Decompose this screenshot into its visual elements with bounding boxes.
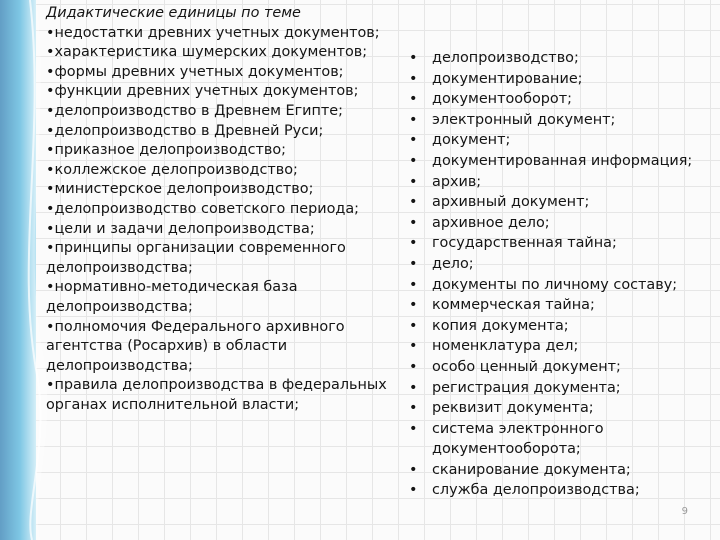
bullet-icon: • [46,161,55,178]
right-item-text: служба делопроизводства; [432,482,640,499]
bullet-icon: • [46,200,55,217]
bullet-icon: • [409,50,418,66]
right-list-item [405,151,705,172]
left-item-text: делопроизводство в Древней Руси; [54,122,324,139]
bullet-icon: • [46,240,55,257]
left-list-item [46,200,402,220]
right-list-item [405,275,705,296]
left-item-text: принципы организации современного делопроизводства; [46,240,346,276]
bullet-icon: • [409,420,418,437]
bullet-icon: • [409,317,418,334]
bullet-icon: • [46,63,55,80]
left-list-item [46,239,402,278]
right-item-text: документы по личному составу; [432,276,678,293]
right-list-item [405,48,705,69]
bullet-icon: • [409,111,418,128]
right-list-item [405,69,705,90]
left-item-text: делопроизводство в Древнем Египте; [54,102,344,119]
bullet-icon: • [46,220,55,237]
right-item-text: копия документа; [432,317,569,334]
left-item-text: министерское делопроизводство; [54,181,314,198]
right-item-text: документооборот; [432,91,572,108]
right-list-item [405,357,705,378]
left-list-item [46,161,402,181]
left-item-text: делопроизводство советского периода; [54,200,360,217]
bullet-icon: • [409,461,418,478]
right-list-item [405,398,705,419]
bullet-icon: • [409,214,418,231]
left-list-item [46,82,402,102]
bullet-icon: • [46,122,55,139]
left-list-item [46,376,402,415]
right-list-item [405,110,705,131]
right-list-item [405,89,705,110]
left-item-text: функции древних учетных документов; [54,83,359,100]
bullet-icon: • [409,482,418,499]
bullet-icon: • [409,379,418,396]
left-list-item [46,24,402,44]
right-list-item [405,480,705,501]
right-list [405,48,705,501]
bullet-icon: • [46,377,55,394]
right-item-text: архив; [432,173,482,190]
left-item-text: нормативно-методическая база делопроизводства; [46,279,298,315]
slide-heading: Дидактические единицы по теме [46,5,301,21]
right-list-item [405,172,705,193]
right-list-item [405,233,705,254]
right-item-text: архивное дело; [432,214,550,231]
left-item-text: формы древних учетных документов; [54,63,344,80]
right-list-item [405,130,705,151]
left-list-item [46,220,402,240]
right-list-item [405,460,705,481]
right-item-text: реквизит документа; [432,400,594,417]
bullet-icon: • [409,194,418,211]
left-list [46,24,402,416]
right-item-text: архивный документ; [432,194,590,211]
right-list-item [405,378,705,399]
right-item-text: система электронного документооборота; [432,420,604,458]
right-item-text: номенклатура дел; [432,338,579,355]
bullet-icon: • [46,24,55,41]
bullet-icon: • [409,358,418,375]
bullet-icon: • [409,276,418,293]
bullet-icon: • [46,102,55,119]
bullet-icon: • [46,142,55,159]
right-item-text: регистрация документа; [432,379,621,396]
bullet-icon: • [409,173,418,190]
right-list-item [405,192,705,213]
right-item-text: документирование; [432,70,583,87]
left-item-text: цели и задачи делопроизводства; [54,220,315,237]
right-list-item [405,254,705,275]
bullet-icon: • [46,181,55,198]
left-list-item [46,102,402,122]
bullet-icon: • [409,132,418,149]
left-list-item [46,180,402,200]
right-list-item [405,295,705,316]
left-column [46,4,402,415]
left-item-text: правила делопроизводства в федеральных органах исполнительной власти; [46,377,387,413]
right-item-text: особо ценный документ; [432,358,621,375]
bullet-icon: • [409,152,418,169]
bullet-icon: • [46,318,55,335]
right-item-text: документированная информация; [432,152,693,169]
left-list-item [46,122,402,142]
left-list-item [46,43,402,63]
left-list-item [46,278,402,317]
left-item-text: приказное делопроизводство; [54,142,287,159]
left-list-item [46,141,402,161]
right-item-text: коммерческая тайна; [432,297,595,314]
bullet-icon: • [409,255,418,272]
left-item-text: коллежское делопроизводство; [54,161,298,178]
bullet-icon: • [46,44,55,61]
right-item-text: документ; [432,132,511,149]
bullet-icon: • [409,338,418,355]
right-item-text: дело; [432,255,474,272]
left-item-text: недостатки древних учетных документов; [54,24,380,41]
left-item-text: полномочия Федерального архивного агентства (Росархив) в области делопроизводства; [46,318,345,374]
right-item-text: сканирование документа; [432,461,631,478]
page-number: 9 [681,506,688,517]
bullet-icon: • [46,279,55,296]
bullet-icon: • [409,400,418,417]
left-list-item [46,318,402,377]
right-list-item [405,316,705,337]
left-item-text: характеристика шумерских документов; [54,44,368,61]
bullet-icon: • [409,91,418,108]
right-list-item [405,419,705,460]
right-list-item [405,213,705,234]
bullet-icon: • [409,235,418,252]
right-item-text: делопроизводство; [432,50,579,66]
left-list-item [46,63,402,83]
right-item-text: электронный документ; [432,111,616,128]
bullet-icon: • [409,297,418,314]
right-list-item [405,336,705,357]
bullet-icon: • [46,83,55,100]
bullet-icon: • [409,70,418,87]
right-item-text: государственная тайна; [432,235,617,252]
